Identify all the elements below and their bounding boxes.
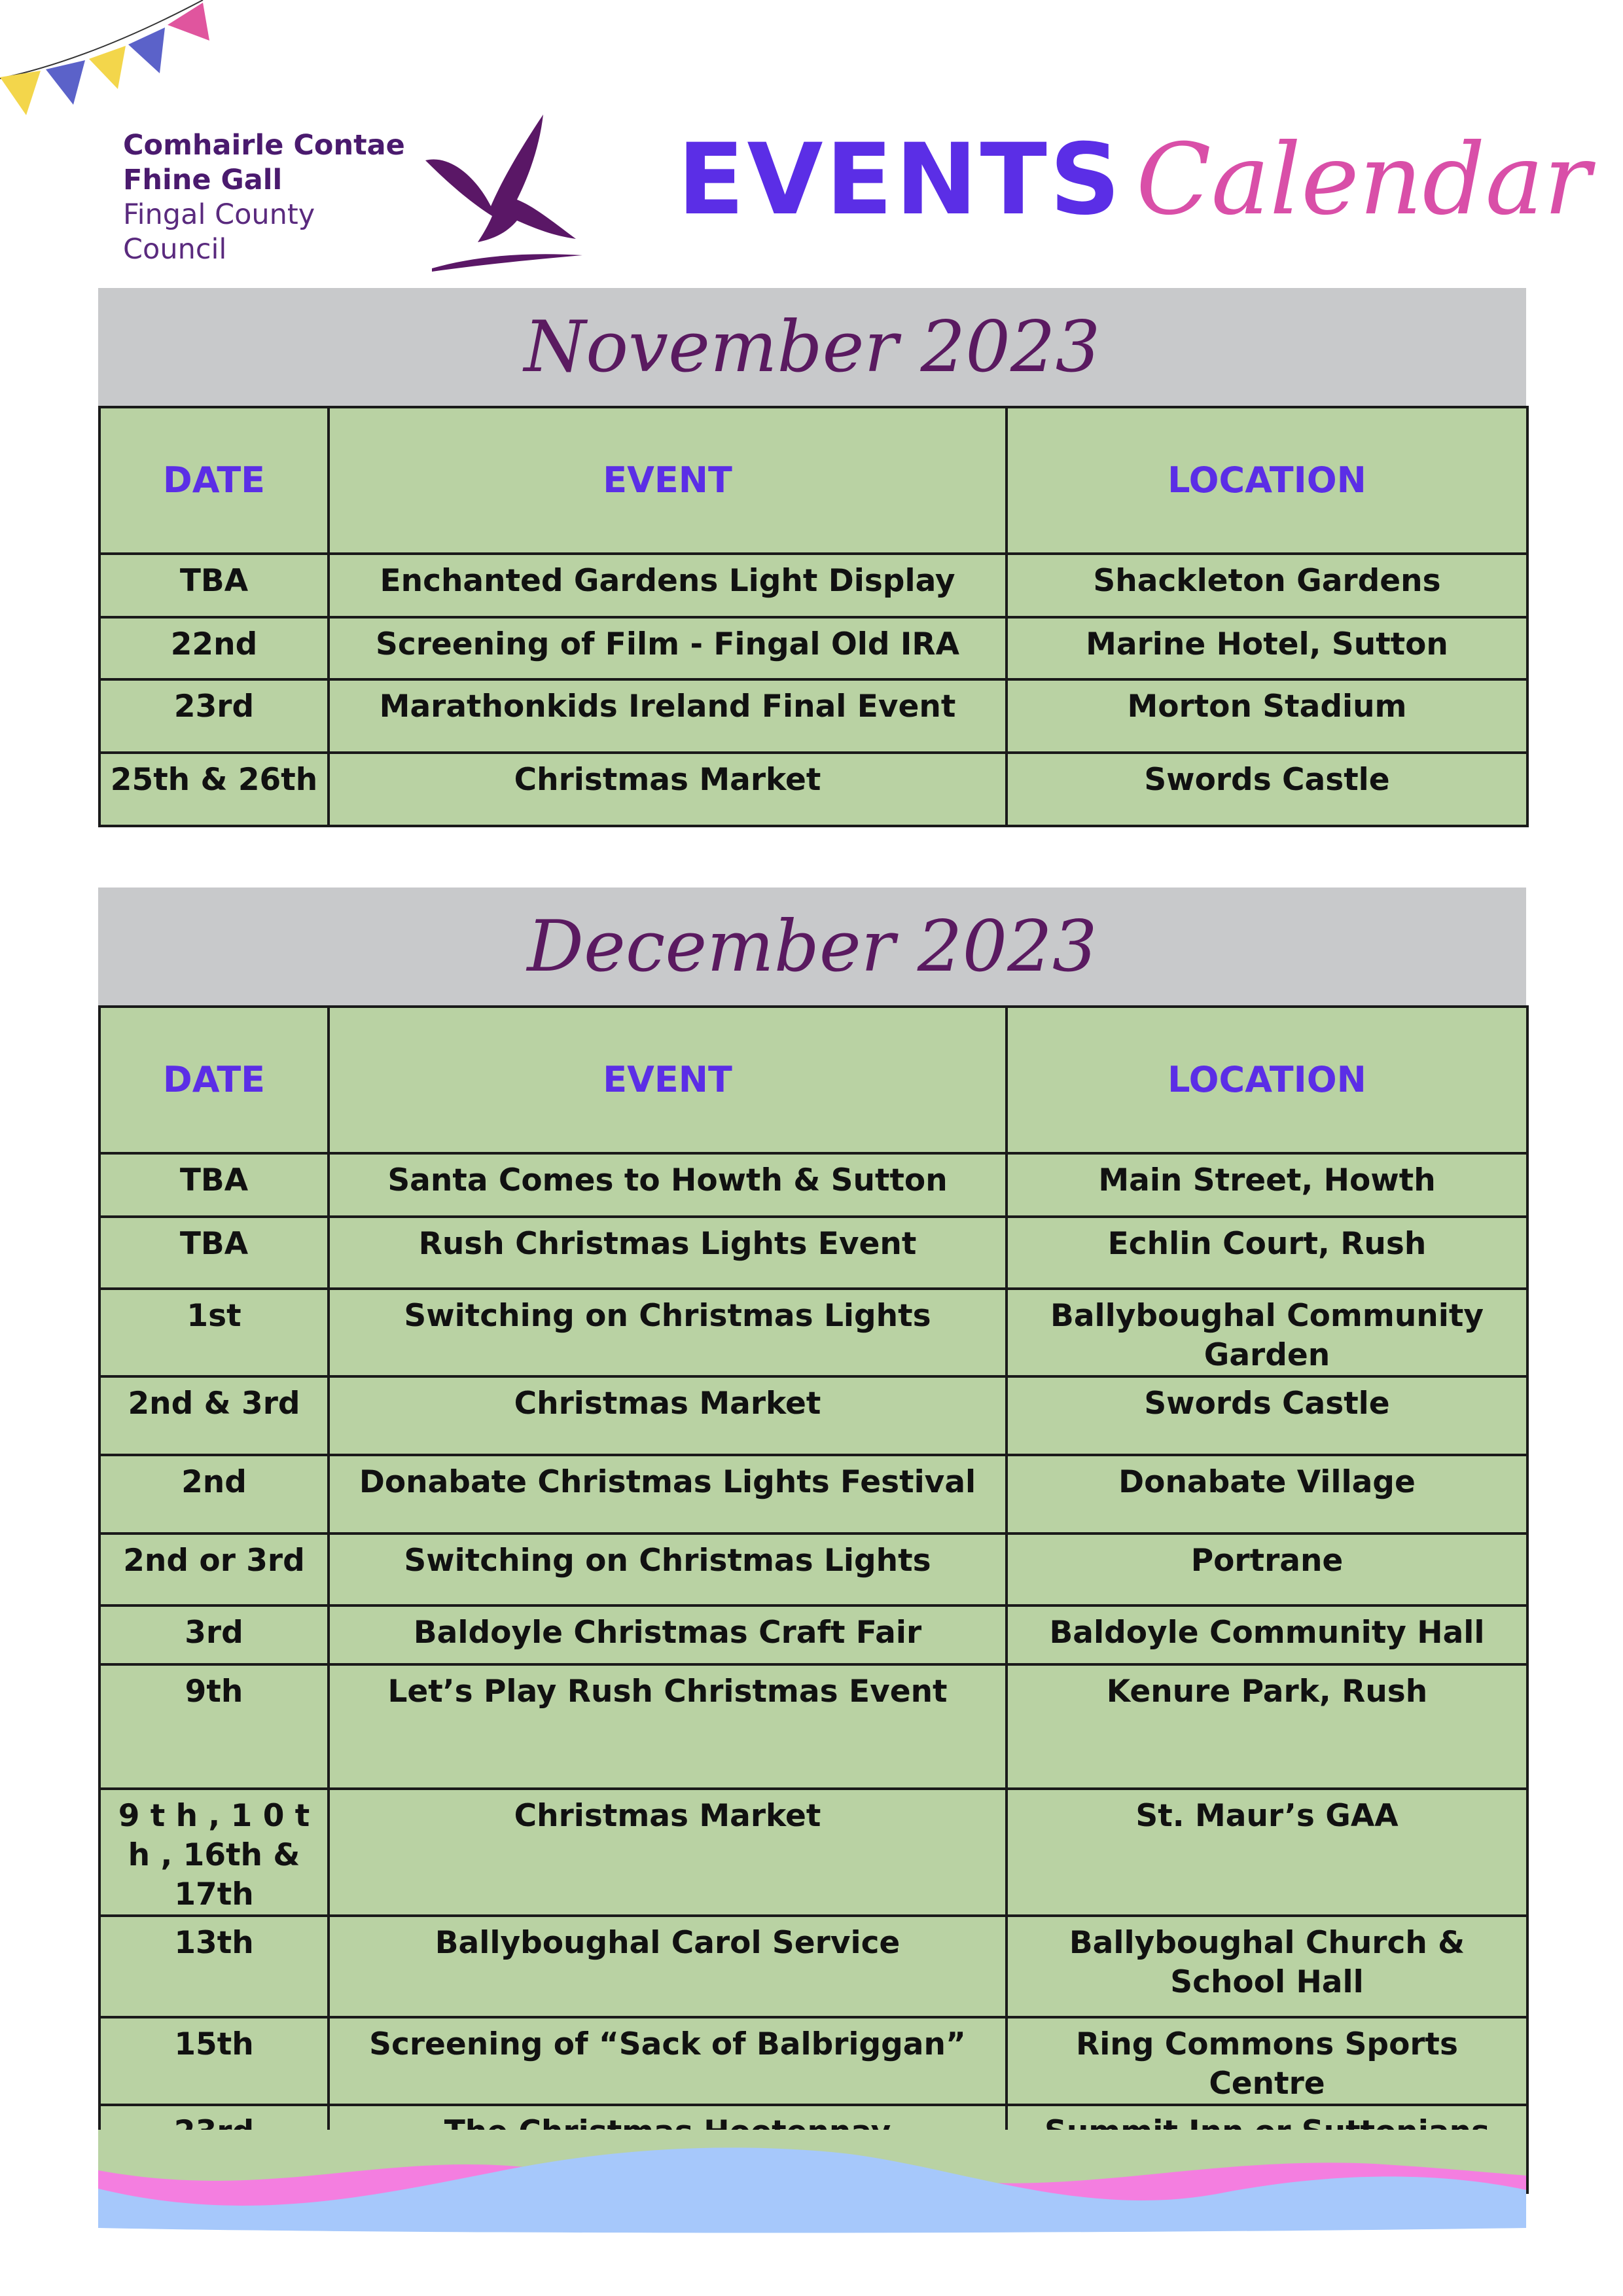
event-location: Kenure Park, Rush [1007,1664,1527,1789]
table-row [99,1664,1527,1789]
council-line-english-1: Fingal County [123,198,315,231]
event-date: 2nd & 3rd [99,1376,329,1455]
table-row [99,1916,1527,2017]
event-location: Main Street, Howth [1007,1153,1527,1217]
december-table [98,1005,1529,2194]
november-header-row [99,407,1527,554]
column-header-location: LOCATION [1007,407,1527,554]
column-header-event: EVENT [329,407,1007,554]
event-name: Enchanted Gardens Light Display [329,554,1007,617]
table-row [99,753,1527,826]
event-location: Donabate Village [1007,1455,1527,1534]
bunting-decoration [0,0,216,131]
table-row [99,554,1527,617]
table-row [99,1217,1527,1289]
december-heading: December 2023 [98,888,1526,1005]
table-row [99,1455,1527,1534]
event-name: Donabate Christmas Lights Festival [329,1455,1007,1534]
december-header-row [99,1007,1527,1153]
november-table [98,406,1529,827]
event-location: Shackleton Gardens [1007,554,1527,617]
event-date: 13th [99,1916,329,2017]
event-name: Christmas Market [329,1789,1007,1916]
event-date: 25th & 26th [99,753,329,826]
event-location: Ring Commons Sports Centre [1007,2017,1527,2105]
council-line-english-2: Council [123,233,227,266]
council-name [123,128,405,267]
column-header-event: EVENT [329,1007,1007,1153]
november-section [98,288,1526,827]
event-location: Ballyboughal Community Garden [1007,1289,1527,1376]
event-name: Baldoyle Christmas Craft Fair [329,1605,1007,1664]
event-name: Switching on Christmas Lights [329,1534,1007,1605]
table-row [99,1376,1527,1455]
event-date: 22nd [99,617,329,679]
event-name: Marathonkids Ireland Final Event [329,679,1007,753]
event-name: Ballyboughal Carol Service [329,1916,1007,2017]
november-heading: November 2023 [98,288,1526,406]
event-name: Rush Christmas Lights Event [329,1217,1007,1289]
event-location: Swords Castle [1007,753,1527,826]
table-row [99,2017,1527,2105]
event-date: TBA [99,1217,329,1289]
event-date: TBA [99,554,329,617]
table-row [99,679,1527,753]
event-date: 1st [99,1289,329,1376]
event-date: 9 t h , 1 0 t h , 16th & 17th [99,1789,329,1916]
event-date: 2nd [99,1455,329,1534]
event-name: Screening of Film - Fingal Old IRA [329,617,1007,679]
event-location: Swords Castle [1007,1376,1527,1455]
table-row [99,617,1527,679]
december-section [98,888,1526,2194]
event-name: Santa Comes to Howth & Sutton [329,1153,1007,1217]
event-location: St. Maur’s GAA [1007,1789,1527,1916]
page-title [677,123,1591,237]
event-name: Let’s Play Rush Christmas Event [329,1664,1007,1789]
event-location: Morton Stadium [1007,679,1527,753]
bird-logo-icon [419,108,589,281]
event-location: Marine Hotel, Sutton [1007,617,1527,679]
column-header-date: DATE [99,407,329,554]
table-row [99,1605,1527,1664]
event-name: Switching on Christmas Lights [329,1289,1007,1376]
event-location: Baldoyle Community Hall [1007,1605,1527,1664]
table-row [99,1153,1527,1217]
table-row [99,1289,1527,1376]
event-date: TBA [99,1153,329,1217]
title-events: EVENTS [677,123,1123,237]
event-name: Christmas Market [329,753,1007,826]
event-location: Ballyboughal Church & School Hall [1007,1916,1527,2017]
column-header-date: DATE [99,1007,329,1153]
event-date: 9th [99,1664,329,1789]
table-row [99,1789,1527,1916]
footer-wave-decoration [98,2130,1526,2234]
event-date: 15th [99,2017,329,2105]
event-date: 2nd or 3rd [99,1534,329,1605]
event-name: Christmas Market [329,1376,1007,1455]
event-name: Screening of “Sack of Balbriggan” [329,2017,1007,2105]
event-location: Echlin Court, Rush [1007,1217,1527,1289]
title-calendar: Calendar [1135,123,1591,237]
column-header-location: LOCATION [1007,1007,1527,1153]
event-location: Portrane [1007,1534,1527,1605]
council-line-irish-1: Comhairle Contae [123,129,405,162]
council-line-irish-2: Fhine Gall [123,164,283,196]
table-row [99,1534,1527,1605]
event-date: 3rd [99,1605,329,1664]
event-date: 23rd [99,679,329,753]
